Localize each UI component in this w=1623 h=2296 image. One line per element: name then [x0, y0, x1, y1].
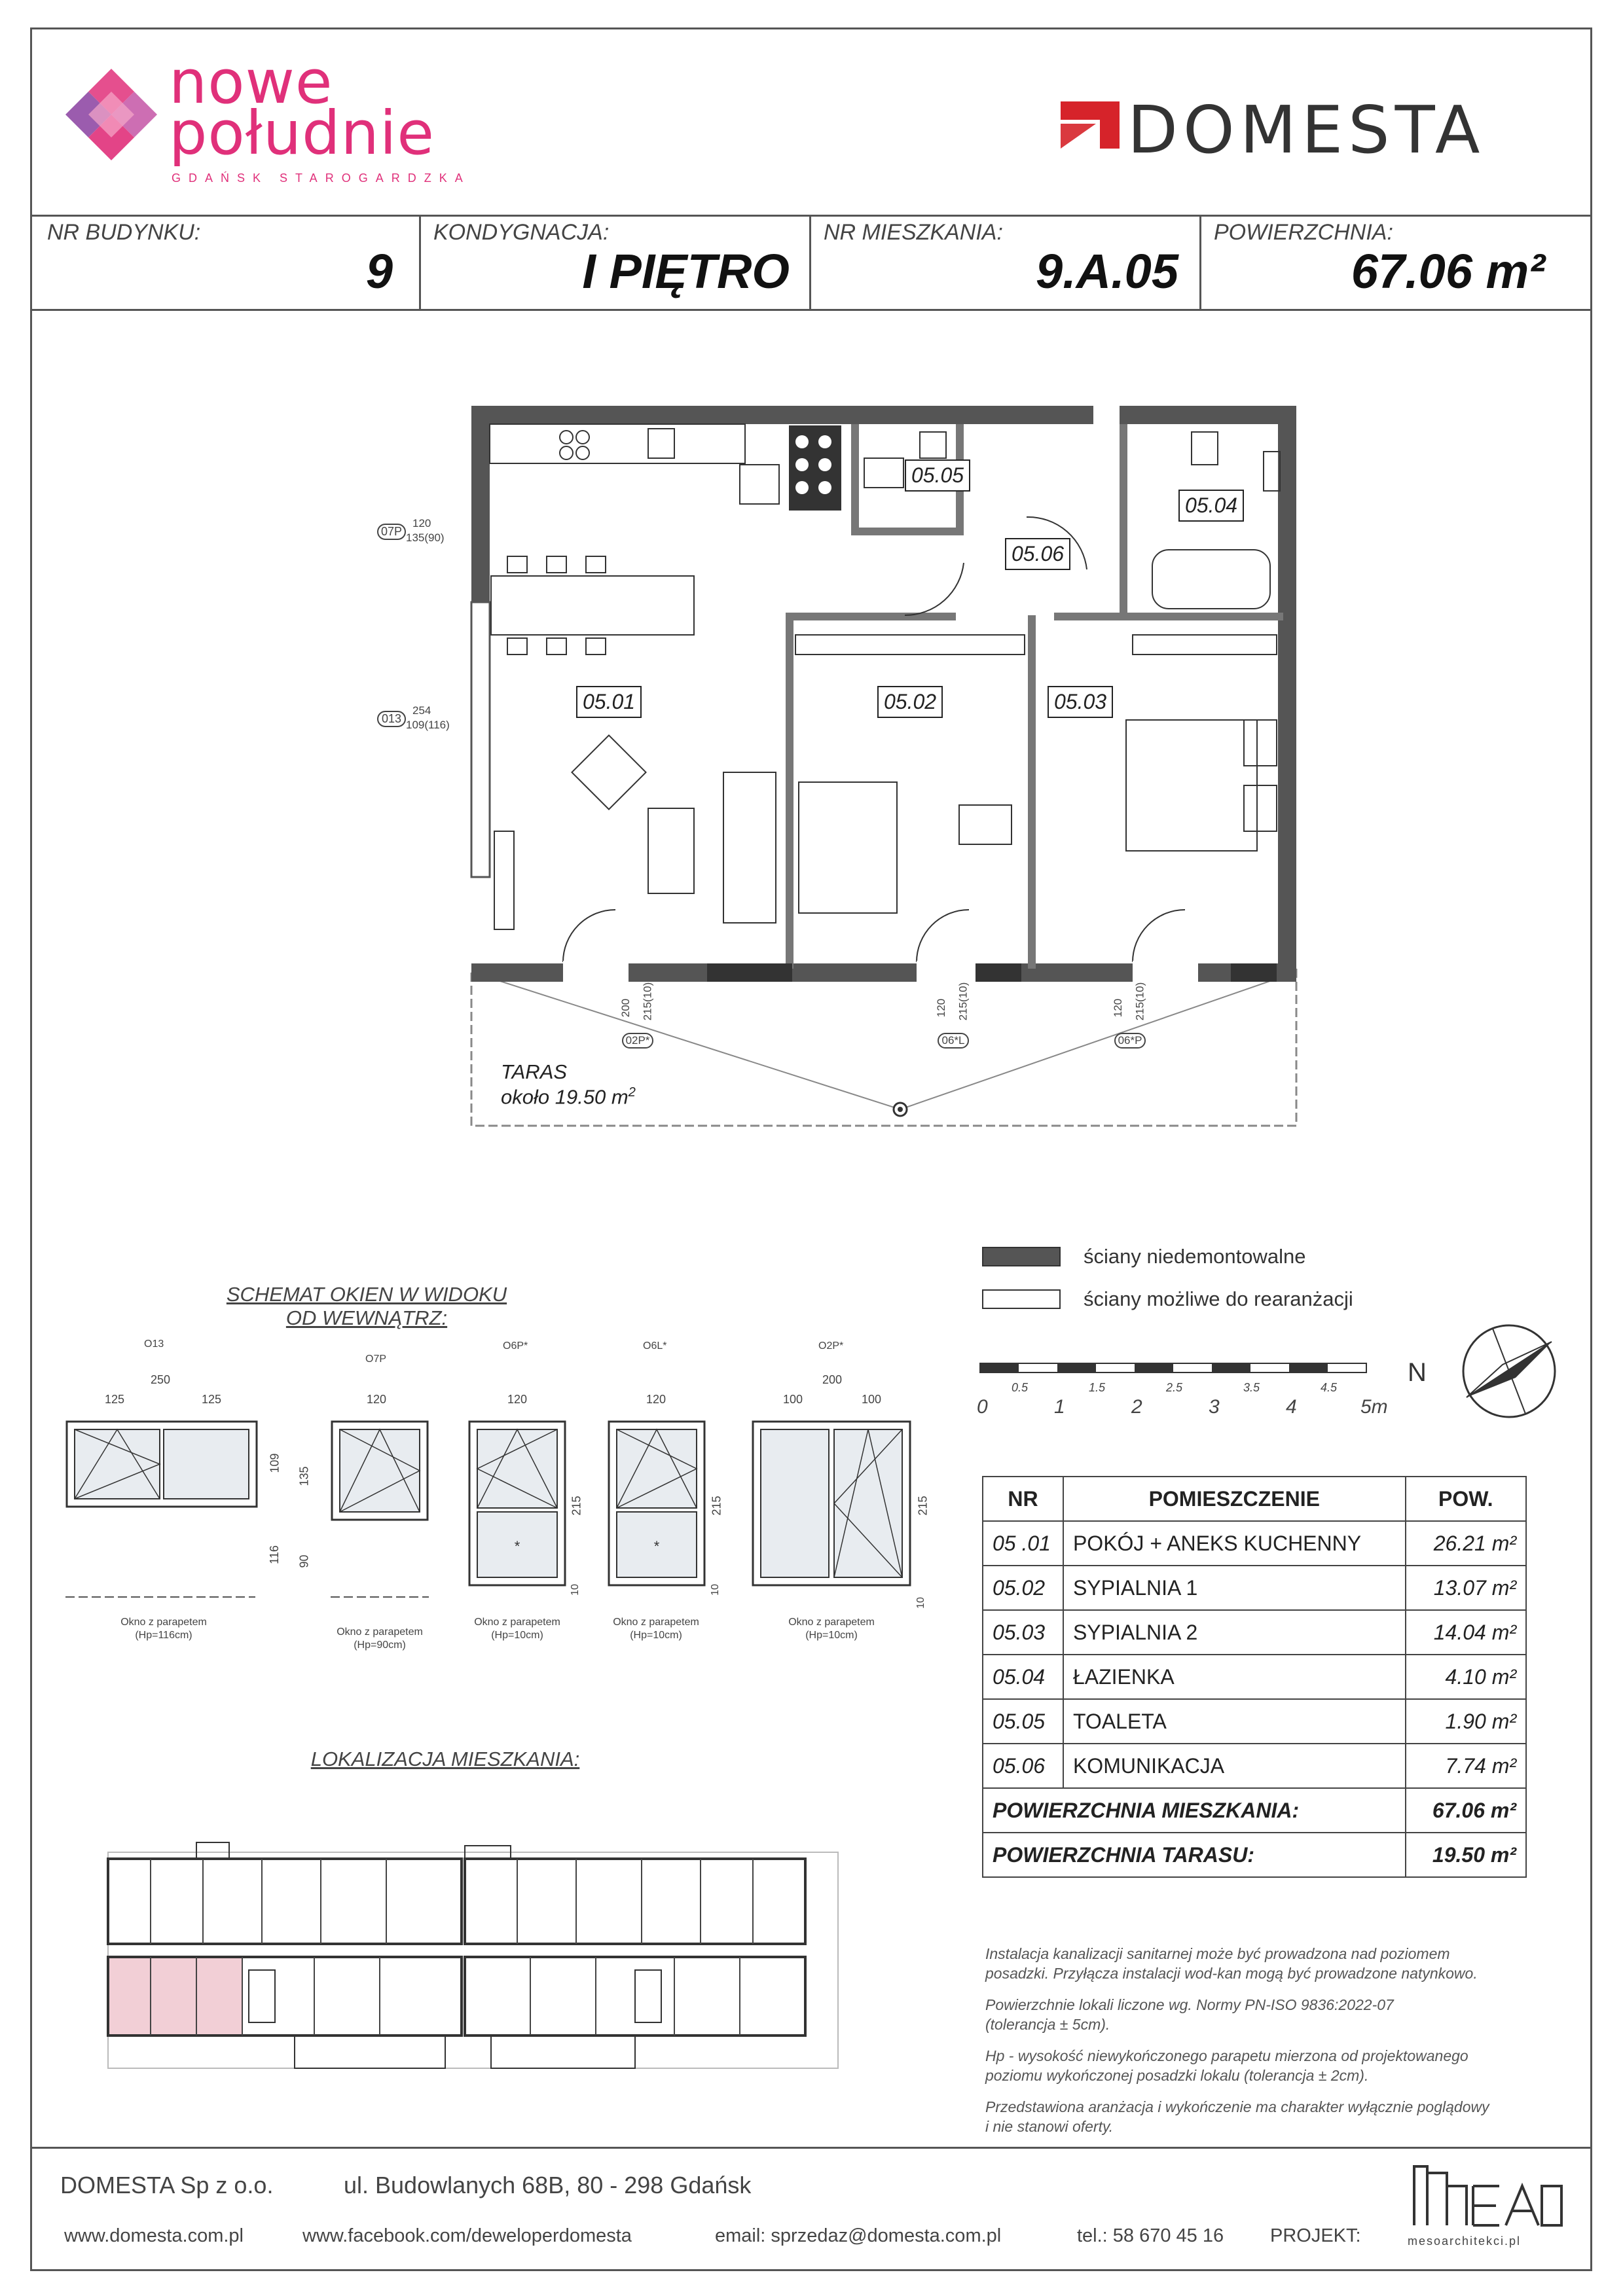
note-line: Hp - wysokość niewykończonego parapetu mierzona od projektowanego	[985, 2047, 1468, 2064]
total-terrace-value: 19.50 m²	[1406, 1833, 1526, 1877]
scale-bar	[979, 1358, 1372, 1378]
window-o2p-h2: 10	[915, 1597, 926, 1609]
legend-fixed-walls: ściany niedemontowalne	[1084, 1245, 1306, 1268]
window-o2p-part1: 100	[783, 1393, 803, 1406]
window-o13-caption1: Okno z parapetem	[120, 1617, 207, 1628]
window-o6p-caption2: (Hp=10cm)	[491, 1630, 543, 1641]
room-label-05-06: 05.06	[1005, 538, 1070, 570]
window-o6l-width: 120	[646, 1393, 666, 1406]
legend-fixed-wall-swatch	[982, 1247, 1061, 1266]
row-name: POKÓJ + ANEKS KUCHENNY	[1063, 1521, 1406, 1566]
floor-value: I PIĘTRO	[582, 244, 790, 298]
north-arrow-icon	[1453, 1316, 1558, 1427]
dim-bottom-4: 215(10)	[957, 982, 970, 1021]
area-label: POWIERZCHNIA:	[1214, 220, 1393, 245]
footer-phone: tel.: 58 670 45 16	[1077, 2225, 1224, 2246]
row-area: 4.10 m²	[1406, 1655, 1526, 1699]
footer-project-label: PROJEKT:	[1270, 2225, 1361, 2246]
scale-minor-4: 4.5	[1321, 1381, 1338, 1394]
window-o2p-drawing	[752, 1420, 922, 1590]
scale-minor-1: 1.5	[1089, 1381, 1106, 1394]
window-o13-h1: 109	[268, 1453, 282, 1473]
scale-major-5: 5m	[1360, 1396, 1388, 1418]
note-line: Przedstawiona aranżacja i wykończenie ma charakter wyłącznie poglądowy	[985, 2098, 1489, 2115]
row-area: 14.04 m²	[1406, 1610, 1526, 1655]
floor-label: KONDYGNACJA:	[433, 220, 610, 245]
note-line: (tolerancja ± 5cm).	[985, 2016, 1110, 2033]
window-code-o7p: O7P	[365, 1354, 387, 1365]
window-o7p-h1: 135	[297, 1466, 311, 1486]
window-o6l-caption2: (Hp=10cm)	[630, 1630, 682, 1641]
scale-minor-0: 0.5	[1012, 1381, 1029, 1394]
windows-schema-title-2: OD WEWNĄTRZ:	[285, 1306, 448, 1329]
row-area: 13.07 m²	[1406, 1566, 1526, 1610]
brand-subtitle: GDAŃSK STAROGARDZKA	[172, 171, 471, 185]
svg-text:*: *	[653, 1538, 660, 1554]
apartment-number-label: NR MIESZKANIA:	[824, 220, 1003, 245]
room-label-05-01: 05.01	[576, 686, 642, 718]
window-o6p-drawing	[468, 1420, 573, 1590]
building-number-label: NR BUDYNKU:	[47, 220, 201, 245]
window-o7p-h2: 90	[297, 1554, 311, 1568]
total-apartment-label: POWIERZCHNIA MIESZKANIA:	[983, 1788, 1406, 1833]
room-label-05-03: 05.03	[1048, 686, 1113, 718]
room-label-05-04: 05.04	[1178, 490, 1244, 522]
windows-schema-title-1: SCHEMAT OKIEN W WIDOKU	[226, 1283, 507, 1306]
table-row	[983, 1699, 1526, 1744]
table-row	[983, 1610, 1526, 1655]
area-value	[1244, 243, 1545, 299]
footer-company: DOMESTA Sp z o.o.	[60, 2172, 274, 2198]
area-unit: m²	[1486, 244, 1545, 298]
window-o7p-width: 120	[367, 1393, 387, 1406]
terrace-area-sup: 2	[628, 1085, 636, 1100]
window-o7p-caption2: (Hp=90cm)	[354, 1640, 406, 1651]
row-name: KOMUNIKACJA	[1063, 1744, 1406, 1788]
window-tag-02p: 02P*	[622, 1033, 653, 1049]
dim-bottom-5: 120	[1112, 998, 1125, 1018]
row-nr: 05.04	[983, 1655, 1063, 1699]
room-label-05-05: 05.05	[905, 459, 970, 492]
total-apartment-row	[983, 1788, 1526, 1833]
window-o13-part1: 125	[105, 1393, 125, 1406]
window-o13-h2: 116	[267, 1545, 281, 1564]
table-row	[983, 1655, 1526, 1699]
window-o7p-drawing	[331, 1420, 435, 1604]
window-o6p-width: 120	[507, 1393, 528, 1406]
footer-website-link[interactable]: www.domesta.com.pl	[64, 2225, 244, 2246]
terrace-label: TARAS	[501, 1060, 568, 1083]
footer-email-link[interactable]: email: sprzedaz@domesta.com.pl	[715, 2225, 1002, 2246]
row-area: 7.74 m²	[1406, 1744, 1526, 1788]
scale-major-2: 2	[1131, 1396, 1142, 1418]
dim-013-width: 254	[412, 704, 431, 717]
window-o6p-h1: 215	[570, 1496, 583, 1516]
meso-architect-logo-icon	[1408, 2160, 1565, 2232]
north-label: N	[1408, 1358, 1427, 1387]
window-code-o2p: O2P*	[818, 1340, 844, 1352]
col-header-room: POMIESZCZENIE	[1063, 1477, 1406, 1521]
note-line: i nie stanowi oferty.	[985, 2118, 1114, 2135]
window-o6l-caption1: Okno z parapetem	[613, 1617, 699, 1628]
building-location-plan	[98, 1839, 851, 2088]
table-row	[983, 1566, 1526, 1610]
window-tag-06l: 06*L	[938, 1033, 969, 1049]
row-name: TOALETA	[1063, 1699, 1406, 1744]
row-name: SYPIALNIA 2	[1063, 1610, 1406, 1655]
brand-name-line2: południe	[169, 98, 435, 168]
footer-address: ul. Budowlanych 68B, 80 - 298 Gdańsk	[344, 2172, 752, 2198]
window-tag-013: 013	[377, 711, 406, 727]
dim-bottom-1: 200	[619, 998, 632, 1018]
window-o6l-h1: 215	[710, 1496, 723, 1516]
table-row	[983, 1521, 1526, 1566]
window-o13-drawing	[65, 1420, 262, 1604]
window-o7p-caption1: Okno z parapetem	[337, 1626, 423, 1638]
dim-013-height: 109(116)	[406, 719, 450, 731]
window-tag-06p: 06*P	[1114, 1033, 1146, 1049]
room-table	[982, 1476, 1527, 1878]
window-o2p-caption2: (Hp=10cm)	[805, 1630, 858, 1641]
total-terrace-label: POWIERZCHNIA TARASU:	[983, 1833, 1406, 1877]
scale-major-3: 3	[1209, 1396, 1220, 1418]
window-o2p-caption1: Okno z parapetem	[788, 1617, 875, 1628]
window-o6l-drawing	[608, 1420, 712, 1590]
legend-movable-wall-swatch	[982, 1289, 1061, 1309]
note-line: Instalacja kanalizacji sanitarnej może być prowadzona nad poziomem	[985, 1945, 1450, 1962]
table-row	[983, 1744, 1526, 1788]
dim-bottom-3: 120	[935, 998, 948, 1018]
dim-bottom-2: 215(10)	[641, 982, 654, 1021]
window-o2p-h1: 215	[916, 1496, 930, 1516]
total-apartment-value: 67.06 m²	[1406, 1788, 1526, 1833]
nowe-poludnie-logo-icon	[62, 65, 160, 164]
scale-minor-2: 2.5	[1166, 1381, 1183, 1394]
architect-site: mesoarchitekci.pl	[1408, 2234, 1522, 2248]
col-header-nr: NR	[983, 1477, 1063, 1521]
developer-logo-text: DOMESTA	[1127, 92, 1486, 168]
footer-facebook-link[interactable]: www.facebook.com/deweloperdomesta	[302, 2225, 632, 2246]
apartment-number-value: 9.A.05	[1035, 244, 1178, 298]
window-o6p-caption1: Okno z parapetem	[474, 1617, 560, 1628]
note-line: poziomu wykończonej posadzki lokalu (tolerancja ± 2cm).	[985, 2067, 1369, 2084]
row-name: SYPIALNIA 1	[1063, 1566, 1406, 1610]
window-o6l-h2: 10	[709, 1584, 721, 1596]
scale-major-1: 1	[1054, 1396, 1065, 1418]
area-number: 67.06	[1351, 244, 1472, 298]
location-title: LOKALIZACJA MIESZKANIA:	[310, 1748, 580, 1770]
building-number-value: 9	[365, 244, 393, 298]
note-line: Powierzchnie lokali liczone wg. Normy PN-ISO 9836:2022-07	[985, 1996, 1394, 2013]
dim-bottom-6: 215(10)	[1133, 982, 1146, 1021]
col-header-area: POW.	[1406, 1477, 1526, 1521]
total-terrace-row	[983, 1833, 1526, 1877]
row-nr: 05.05	[983, 1699, 1063, 1744]
row-nr: 05.02	[983, 1566, 1063, 1610]
window-o13-caption2: (Hp=116cm)	[135, 1630, 192, 1641]
room-label-05-02: 05.02	[877, 686, 943, 718]
row-nr: 05.06	[983, 1744, 1063, 1788]
row-area: 1.90 m²	[1406, 1699, 1526, 1744]
window-o2p-width: 200	[822, 1373, 843, 1386]
window-o6p-h2: 10	[569, 1584, 581, 1596]
window-o13-width: 250	[151, 1373, 171, 1386]
scale-major-4: 4	[1286, 1396, 1297, 1418]
terrace-area-text: około 19.50 m	[501, 1085, 629, 1109]
brand-name-line1: nowe	[169, 47, 333, 117]
row-name: ŁAZIENKA	[1063, 1655, 1406, 1699]
row-nr: 05.03	[983, 1610, 1063, 1655]
legend-movable-walls: ściany możliwe do rearanżacji	[1084, 1287, 1353, 1310]
scale-major-0: 0	[977, 1396, 988, 1418]
room-table-header	[983, 1477, 1526, 1521]
terrace-area	[501, 1085, 636, 1109]
dim-07p-width: 120	[412, 517, 431, 529]
dim-07p-height: 135(90)	[406, 531, 445, 544]
window-code-o6l: O6L*	[643, 1340, 667, 1352]
window-o13-part2: 125	[202, 1393, 222, 1406]
notes-block	[985, 1944, 1575, 2136]
scale-minor-3: 3.5	[1243, 1381, 1260, 1394]
window-o2p-part2: 100	[862, 1393, 882, 1406]
svg-text:*: *	[514, 1538, 520, 1554]
window-code-o13: O13	[144, 1338, 164, 1350]
domesta-logo-icon	[1061, 101, 1120, 149]
window-code-o6p: O6P*	[503, 1340, 528, 1352]
window-tag-07p: 07P	[377, 524, 406, 540]
row-area: 26.21 m²	[1406, 1521, 1526, 1566]
row-nr: 05 .01	[983, 1521, 1063, 1566]
note-line: posadzki. Przyłącza instalacji wod-kan mogą być prowadzone natynkowo.	[985, 1965, 1478, 1982]
